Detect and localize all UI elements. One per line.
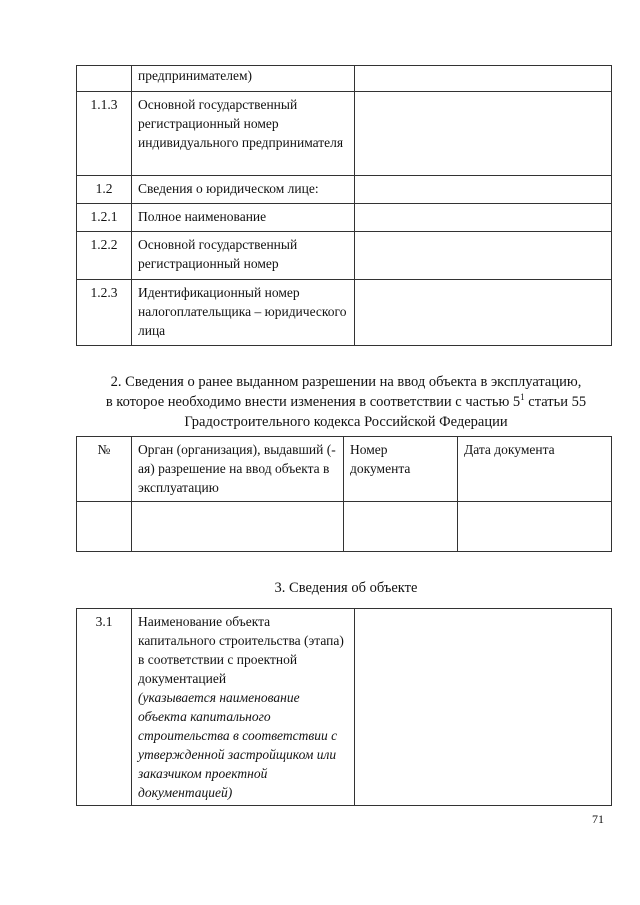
table-row bbox=[77, 502, 612, 552]
section-3-heading: 3. Сведения об объекте bbox=[274, 580, 418, 596]
table-row bbox=[77, 232, 612, 280]
row-number: 1.2.2 bbox=[77, 232, 132, 280]
row-number: 1.2.1 bbox=[77, 204, 132, 232]
section-2-heading-line-3: Градостроительного кодекса Российской Федерации bbox=[184, 414, 508, 430]
row-number: 1.2.3 bbox=[77, 280, 132, 346]
doc-number-cell[interactable] bbox=[344, 502, 458, 552]
row-number bbox=[77, 66, 132, 92]
applicant-info-table bbox=[76, 65, 612, 346]
table-row bbox=[77, 176, 612, 204]
row-label: Основной государственный регистрационный номер bbox=[132, 232, 355, 280]
header-number: № bbox=[77, 437, 132, 502]
previous-permit-table bbox=[76, 436, 612, 552]
row-label: Полное наименование bbox=[132, 204, 355, 232]
header-organ: Орган (организация), выдавший (-ая) разрешение на ввод объекта в эксплуатацию bbox=[132, 437, 344, 502]
table-row bbox=[77, 66, 612, 92]
table-row bbox=[77, 280, 612, 346]
header-doc-date: Дата документа bbox=[458, 437, 612, 502]
row-value-cell[interactable] bbox=[355, 176, 612, 204]
row-value-cell[interactable] bbox=[355, 204, 612, 232]
row-label: Сведения о юридическом лице: bbox=[132, 176, 355, 204]
row-number: 1.1.3 bbox=[77, 92, 132, 176]
row-value-cell[interactable] bbox=[355, 609, 612, 806]
row-value-cell[interactable] bbox=[355, 66, 612, 92]
row-number: 1.2 bbox=[77, 176, 132, 204]
object-name-label: Наименование объекта капитального строительства (этапа) в соответствии с проектной документацией bbox=[138, 614, 344, 686]
page-number: 71 bbox=[592, 812, 604, 826]
table-header-row bbox=[77, 437, 612, 502]
table-row bbox=[77, 609, 612, 806]
doc-date-cell[interactable] bbox=[458, 502, 612, 552]
section-2-heading-line-1: 2. Сведения о ранее выданном разрешении на ввод объекта в эксплуатацию, bbox=[110, 374, 582, 390]
object-info-table bbox=[76, 608, 612, 806]
table-row bbox=[77, 204, 612, 232]
section-2-heading bbox=[70, 372, 622, 432]
row-value-cell[interactable] bbox=[355, 280, 612, 346]
section-2-heading-line-2: в которое необходимо внести изменения в соответствии с частью $5^1$ статьи 55 bbox=[105, 392, 587, 410]
row-label: предпринимателем) bbox=[132, 66, 355, 92]
row-value-cell[interactable] bbox=[355, 92, 612, 176]
object-name-note: (указывается наименование объекта капитального строительства в соответствии с утвержденной застройщиком или заказчиком проектной документацией) bbox=[138, 690, 338, 800]
row-label bbox=[132, 609, 355, 806]
row-number: 3.1 bbox=[77, 609, 132, 806]
row-value-cell[interactable] bbox=[355, 232, 612, 280]
header-doc-number: Номер документа bbox=[344, 437, 458, 502]
table-row bbox=[77, 92, 612, 176]
row-label: Идентификационный номер налогоплательщика – юридического лица bbox=[132, 280, 355, 346]
organ-cell[interactable] bbox=[132, 502, 344, 552]
row-number-cell[interactable] bbox=[77, 502, 132, 552]
row-label: Основной государственный регистрационный номер индивидуального предпринимателя bbox=[132, 92, 355, 176]
